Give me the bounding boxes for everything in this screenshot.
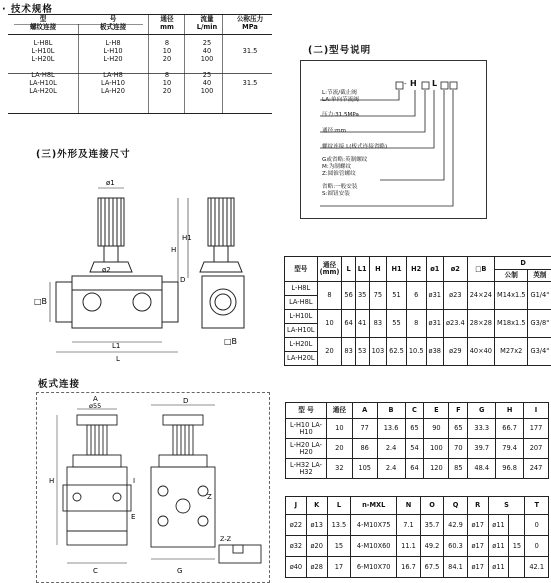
cell: 6: [406, 282, 426, 310]
threaded-valve-drawing: [12, 160, 262, 370]
pt2-h-N: N: [397, 497, 421, 515]
table-row: [8, 79, 272, 87]
cell: 2.4: [377, 459, 405, 479]
cell: 0: [525, 536, 549, 557]
tech-h-plate: 板式连接: [99, 22, 127, 31]
cell: LA-H20: [101, 86, 125, 95]
cell: 4-M10X75: [351, 515, 397, 536]
cell: 90: [424, 419, 449, 439]
cell: 24×24: [467, 282, 494, 310]
cell: ø13: [306, 515, 327, 536]
cell: 10.5: [406, 338, 426, 366]
cell: 177: [524, 419, 549, 439]
cell: 35: [355, 282, 369, 310]
cell: ø20: [306, 536, 327, 557]
pt1-h-H: H: [496, 403, 524, 419]
model-notes-thread: [322, 157, 367, 178]
cell: 42.9: [444, 515, 468, 536]
table-row: [286, 536, 549, 557]
cell: 7.1: [397, 515, 421, 536]
plate-valve-drawing: [37, 393, 269, 582]
cell: L-H8L: [33, 38, 53, 47]
cell: 15: [509, 536, 525, 557]
cell: [228, 87, 272, 95]
note: 通径:mm: [322, 128, 346, 134]
cell: 79.4: [496, 439, 524, 459]
cell: 207: [524, 439, 549, 459]
pt2-h-J: J: [286, 497, 307, 515]
cell: 15: [327, 536, 351, 557]
cell: 77: [352, 419, 377, 439]
cell: L-H20L: [31, 54, 55, 63]
pd-Z: Z: [207, 493, 212, 501]
cell: G3/4": [528, 338, 551, 366]
note: LA:单向节流阀: [322, 97, 359, 103]
plate-dim-table-1: [285, 402, 549, 479]
cell: 48.4: [468, 459, 496, 479]
dim-h-imperial: 英制: [528, 270, 551, 282]
pt2-h-S: S: [488, 497, 525, 515]
cell: L-H20: [103, 54, 123, 63]
dim-h-H: H: [369, 257, 387, 282]
cell: G3/8": [528, 310, 551, 338]
cell: LA-H8: [103, 70, 123, 79]
dim-phi2: ø2: [102, 266, 111, 274]
note: L:节流/截止阀: [322, 90, 357, 96]
cell: 66.7: [496, 419, 524, 439]
cell: ø11: [488, 557, 509, 578]
cell: 75: [369, 282, 387, 310]
table-row: [286, 459, 549, 479]
model-notes-1: [322, 90, 359, 104]
cell: 8: [164, 38, 170, 47]
cell: 62.5: [387, 338, 407, 366]
cell: L-H10: [103, 46, 123, 55]
cell: 16.7: [397, 557, 421, 578]
tech-h-lmin: L/min: [196, 22, 218, 31]
cell: L-H10L: [31, 46, 55, 55]
pd-D: D: [183, 397, 189, 405]
cell: ø23.4: [443, 310, 467, 338]
cell: LA-H10: [101, 78, 125, 87]
cell: LA-H20L: [285, 352, 318, 366]
cell: 86: [352, 439, 377, 459]
model-code-diagram: [300, 60, 488, 220]
cell: M18x1.5: [495, 310, 528, 338]
cell: 10: [317, 310, 342, 338]
cell: 4-M10X60: [351, 536, 397, 557]
tech-spec-block: [8, 14, 272, 114]
cell: 100: [200, 86, 214, 95]
pt1-h-A: A: [352, 403, 377, 419]
cell: L-H32 LA-H32: [286, 459, 327, 479]
pt2-h-K: K: [306, 497, 327, 515]
cell: 32: [327, 459, 353, 479]
dim-h-B: □B: [467, 257, 494, 282]
cell: LA-H10L: [285, 324, 318, 338]
model-code-dash: -: [404, 80, 407, 88]
cell: ø17: [467, 557, 488, 578]
cell: 17: [327, 557, 351, 578]
cell: 31.5: [242, 78, 258, 87]
pd-E: E: [131, 513, 136, 521]
tech-h-hao: 号: [109, 14, 117, 23]
model-code-h: H: [410, 79, 417, 88]
cell: 31.5: [242, 46, 258, 55]
pt2-h-O: O: [420, 497, 444, 515]
dim-h-model: 型号: [285, 257, 318, 282]
cell: 247: [524, 459, 549, 479]
model-code-l: L: [432, 79, 438, 88]
table-row: [8, 55, 272, 63]
note: S:圆钮安装: [322, 191, 350, 197]
tech-h-xing: 型: [39, 14, 47, 23]
cell: 33.3: [468, 419, 496, 439]
cell: 100: [200, 54, 214, 63]
note: Z:圆锥管螺纹: [322, 171, 356, 177]
cell: 65: [405, 419, 424, 439]
cell: L-H10L: [285, 310, 318, 324]
table-row: [285, 310, 551, 324]
plate-dim-table-2: [285, 496, 549, 578]
thread-dim-table: [284, 256, 551, 366]
cell: L-H8L: [285, 282, 318, 296]
cell: 56: [342, 282, 355, 310]
cell: 103: [369, 338, 387, 366]
plate-drawing-frame: [36, 392, 270, 583]
cell: 83: [369, 310, 387, 338]
dim-h-D: D: [495, 257, 551, 270]
cell: 70: [449, 439, 468, 459]
pt1-h-E: E: [424, 403, 449, 419]
cell: ø17: [467, 536, 488, 557]
dim-h: H: [171, 246, 177, 254]
pt1-h-model: 型 号: [286, 403, 327, 419]
cell: 13.5: [327, 515, 351, 536]
cell: [509, 557, 525, 578]
cell: LA-H8L: [285, 296, 318, 310]
cell: 20: [162, 86, 172, 95]
cell: 84.1: [444, 557, 468, 578]
cell: LA-H10L: [29, 78, 57, 87]
cell: 105: [352, 459, 377, 479]
cell: ø28: [306, 557, 327, 578]
pd-C: C: [93, 567, 98, 575]
cell: 25: [202, 38, 212, 47]
table-row: [286, 557, 549, 578]
cell: 11.1: [397, 536, 421, 557]
cell: 40: [202, 78, 212, 87]
cell: ø31: [426, 310, 443, 338]
pd-G: G: [177, 567, 183, 575]
cell: [228, 55, 272, 63]
table-row: [285, 282, 551, 296]
pd-H: H: [49, 477, 55, 485]
tech-h-mm: mm: [160, 22, 174, 31]
table-row: [286, 419, 549, 439]
cell: 67.5: [420, 557, 444, 578]
dim-h-L1: L1: [355, 257, 369, 282]
cell: ø40: [286, 557, 307, 578]
dim-h-H1: H1: [387, 257, 407, 282]
cell: 0: [525, 515, 549, 536]
tech-h-thread: 螺纹连接: [29, 22, 57, 31]
cell: 20: [327, 439, 353, 459]
cell: 8: [317, 282, 342, 310]
cell: 10: [162, 78, 172, 87]
tech-h-mpa: MPa: [242, 22, 258, 31]
tech-h-pressure: 公称压力: [236, 14, 264, 23]
table-row: [286, 515, 549, 536]
dim-l: L: [116, 355, 120, 363]
cell: 40×40: [467, 338, 494, 366]
cell: 55: [387, 310, 407, 338]
tech-spec-table: [8, 15, 272, 95]
cell: 10: [327, 419, 353, 439]
cell: 35.7: [420, 515, 444, 536]
dim-h-phi1: ø1: [426, 257, 443, 282]
dim-h-metric: 公制: [495, 270, 528, 282]
cell: ø17: [467, 515, 488, 536]
note: M:为制螺纹: [322, 164, 352, 170]
cell: 42.1: [525, 557, 549, 578]
cell: 8: [164, 70, 170, 79]
cell: 64: [405, 459, 424, 479]
pd-phi55: ø55: [89, 402, 102, 410]
pt2-h-nmxl: n-MXL: [351, 497, 397, 515]
cell: 49.2: [420, 536, 444, 557]
dim-l1: L1: [112, 342, 121, 350]
cell: 51: [387, 282, 407, 310]
cell: 6-M10X70: [351, 557, 397, 578]
dim-d: D: [180, 276, 186, 284]
dim-h-bore: 通径(mm): [317, 257, 342, 282]
cell: 28×28: [467, 310, 494, 338]
tech-h-flow: 流量: [200, 14, 214, 23]
cell: 2.4: [377, 439, 405, 459]
cell: 13.6: [377, 419, 405, 439]
table-row: [8, 87, 272, 95]
cell: L-H20L: [285, 338, 318, 352]
cell: [228, 39, 272, 47]
note: G或省略:英制螺纹: [322, 157, 368, 163]
cell: [509, 515, 525, 536]
dim-h-L: L: [342, 257, 355, 282]
cell: ø11: [488, 536, 509, 557]
cell: 54: [405, 439, 424, 459]
tech-h-bore: 通径: [160, 14, 174, 23]
cell: ø22: [286, 515, 307, 536]
cell: 39.7: [468, 439, 496, 459]
pt1-h-G: G: [468, 403, 496, 419]
cell: 40: [202, 46, 212, 55]
pt1-h-I: I: [524, 403, 549, 419]
cell: LA-H8L: [31, 70, 55, 79]
cell: 96.8: [496, 459, 524, 479]
pt2-h-Q: Q: [444, 497, 468, 515]
cell: 65: [449, 419, 468, 439]
table-row: [8, 39, 272, 47]
cell: 8: [406, 310, 426, 338]
model-notes-mount: [322, 184, 357, 198]
dim-h1: H1: [182, 234, 192, 242]
cell: 120: [424, 459, 449, 479]
pd-ZZ: Z-Z: [220, 535, 232, 543]
dim-b-left: □B: [34, 297, 48, 306]
pd-I: I: [133, 477, 136, 485]
cell: 64: [342, 310, 355, 338]
cell: 100: [424, 439, 449, 459]
cell: 20: [162, 54, 172, 63]
dim-b-right: □B: [224, 337, 238, 346]
pt2-h-R: R: [467, 497, 488, 515]
cell: M14x1.5: [495, 282, 528, 310]
pt1-h-C: C: [405, 403, 424, 419]
cell: ø31: [426, 282, 443, 310]
cell: 83: [342, 338, 355, 366]
cell: ø29: [443, 338, 467, 366]
dim-phi1: ø1: [106, 179, 115, 187]
plate-title: 板式连接: [38, 379, 81, 390]
cell: 20: [317, 338, 342, 366]
table-row: [286, 439, 549, 459]
cell: 53: [355, 338, 369, 366]
cell: ø32: [286, 536, 307, 557]
cell: [228, 71, 272, 79]
cell: 85: [449, 459, 468, 479]
model-title: (二)型号说明: [308, 45, 372, 56]
pt1-h-F: F: [449, 403, 468, 419]
outline-title: (三)外形及连接尺寸: [36, 149, 131, 160]
cell: G1/4": [528, 282, 551, 310]
cell: M27x2: [495, 338, 528, 366]
pt1-h-bore: 通径: [327, 403, 353, 419]
note: 螺纹连接 L(板式连接省略): [322, 144, 388, 150]
cell: 41: [355, 310, 369, 338]
pt2-h-L: L: [327, 497, 351, 515]
pt2-h-T: T: [525, 497, 549, 515]
dim-h-phi2: ø2: [443, 257, 467, 282]
dim-h-H2: H2: [406, 257, 426, 282]
cell: L-H8: [105, 38, 121, 47]
cell: L-H10 LA-H10: [286, 419, 327, 439]
cell: 10: [162, 46, 172, 55]
cell: 60.3: [444, 536, 468, 557]
cell: ø23: [443, 282, 467, 310]
pt1-h-B: B: [377, 403, 405, 419]
table-row: [285, 338, 551, 352]
tech-spec-title: · 技术规格: [2, 4, 53, 15]
cell: L-H20 LA-H20: [286, 439, 327, 459]
table-row: [8, 47, 272, 55]
pd-A: A: [93, 395, 98, 403]
cell: LA-H20L: [29, 86, 57, 95]
cell: 25: [202, 70, 212, 79]
cell: ø11: [488, 515, 509, 536]
cell: ø38: [426, 338, 443, 366]
note: 省略:一般安装: [322, 184, 358, 190]
table-row: [8, 71, 272, 79]
note: 压力:31.5MPa: [322, 112, 359, 118]
